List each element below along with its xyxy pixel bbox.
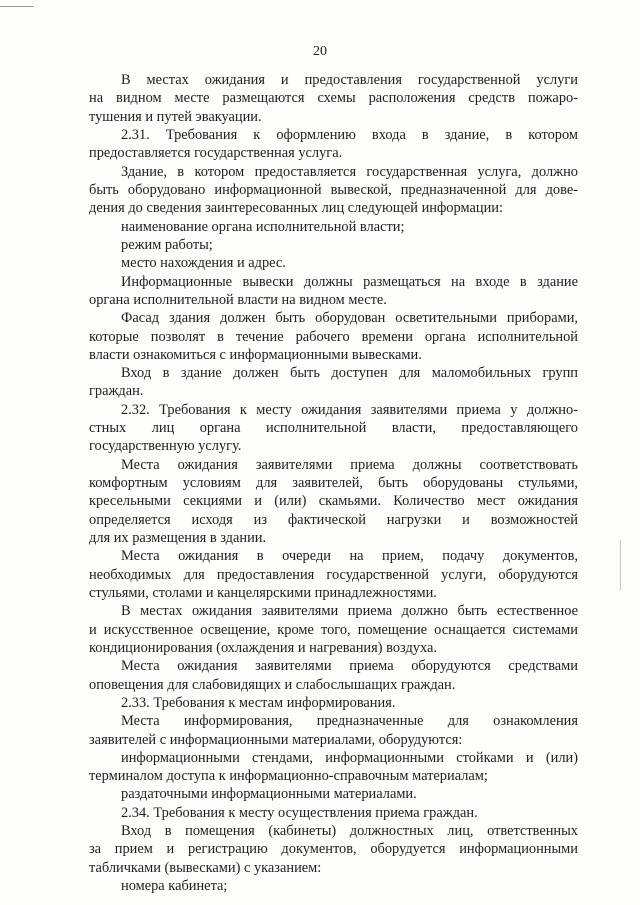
text-line: Места информирования, предназначенные для ознакомления	[121, 713, 578, 730]
text-line: за прием и регистрацию документов, оборудуется информационными	[89, 841, 578, 858]
text-line: стульями, столами и канцелярскими принадлежностями.	[89, 584, 437, 601]
margin-mark	[620, 540, 621, 590]
text-line: стных лиц органа исполнительной власти, предоставляющего	[89, 420, 578, 436]
text-line: Места ожидания в очереди на прием, подачу документов,	[121, 548, 578, 565]
text-line: быть оборудовано информационной вывеской, предназначенной для дове-	[89, 181, 578, 198]
text-line: Вход в здание должен быть доступен для маломобильных групп	[121, 365, 578, 382]
text-line: Места ожидания заявителями приема должны соответствовать	[121, 456, 578, 473]
text-line: Информационные вывески должны размещаться на входе в здание	[121, 273, 578, 290]
text-line: предоставляется государственная услуга.	[89, 145, 343, 162]
text-line: для их размещения в здании.	[89, 530, 267, 546]
text-line: оповещения для слабовидящих и слабослышащих граждан.	[89, 676, 456, 693]
text-line: на видном месте размещаются схемы расположения средств пожаро-	[89, 90, 578, 107]
text-line: 2.31. Требования к оформлению входа в здание, в котором	[121, 127, 578, 143]
text-line: органа исполнительной власти на видном месте.	[89, 291, 387, 308]
text-line: Места ожидания заявителями приема оборудуются средствами	[121, 658, 578, 675]
text-line: Вход в помещения (кабинеты) должностных лиц, ответственных	[121, 823, 578, 839]
text-line: и искусственное освещение, кроме того, помещение оснащается системами	[89, 621, 578, 638]
text-line: В местах ожидания заявителями приема должно быть естественное	[121, 603, 578, 620]
text-line: заявителей с информационными материалами, оборудуются:	[89, 731, 463, 748]
text-line: В местах ожидания и предоставления государственной услуги	[121, 72, 578, 88]
text-line: граждан.	[89, 383, 144, 400]
text-line: место нахождения и адрес.	[121, 255, 286, 272]
text-line: власти ознакомиться с информационными вывесками.	[89, 346, 422, 363]
text-line: 2.34. Требования к месту осуществления приема граждан.	[121, 804, 478, 821]
text-line: необходимых для предоставления государственной услуги, оборудуются	[89, 566, 578, 583]
text-line: кресельными секциями и (или) скамьями. Количество мест ожидания	[89, 493, 578, 510]
text-line: номера кабинета;	[121, 878, 228, 894]
scan-artifact	[0, 0, 34, 7]
page-number: 20	[313, 44, 327, 59]
text-line: 2.32. Требования к месту ожидания заявителями приема у должно-	[121, 401, 578, 418]
text-line: терминалом доступа к информационно-справочным материалам;	[89, 768, 488, 785]
text-line: государственную услугу.	[89, 438, 242, 455]
text-line: кондиционирования (охлаждения и нагревания) воздуха.	[89, 639, 437, 656]
text-line: Здание, в котором предоставляется государственная услуга, должно	[121, 163, 578, 180]
text-line: табличками (вывесками) с указанием:	[89, 859, 322, 876]
text-line: 2.33. Требования к местам информирования.	[121, 694, 396, 711]
text-line: определяется исходя из фактической нагрузки и возможностей	[89, 511, 578, 528]
text-line: которые позволят в течение рабочего времени органа исполнительной	[89, 328, 578, 345]
text-line: режим работы;	[121, 236, 213, 253]
text-line: Фасад здания должен быть оборудован осветительными приборами,	[121, 310, 578, 327]
text-line: тушения и путей эвакуации.	[89, 108, 262, 125]
text-line: комфортным условиям для заявителей, быть оборудованы стульями,	[89, 475, 578, 491]
text-line: наименование органа исполнительной власти;	[121, 218, 405, 235]
text-line: дения до сведения заинтересованных лиц следующей информации:	[89, 200, 503, 217]
text-line: раздаточными информационными материалами.	[121, 786, 417, 803]
text-line: информационными стендами, информационными стойками и (или)	[121, 749, 578, 766]
